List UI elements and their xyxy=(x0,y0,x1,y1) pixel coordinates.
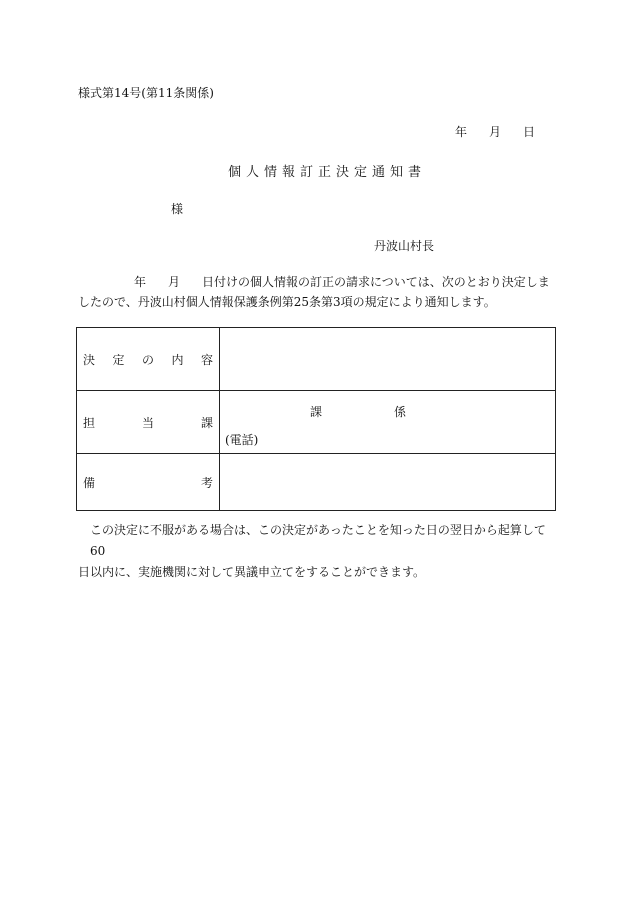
label-remarks: 備 考 xyxy=(77,454,220,511)
body-line1: 日付けの個人情報の訂正の請求については、次のとおり決定しま xyxy=(202,275,550,289)
appeal-line2: 日以内に、実施機関に対して異議申立てをすることができます。 xyxy=(78,565,426,579)
date-line xyxy=(455,123,535,140)
notice-body xyxy=(78,272,552,312)
telephone-label: (電話) xyxy=(225,433,259,447)
value-remarks xyxy=(220,454,556,511)
subsection-label: 係 xyxy=(394,405,407,419)
label-department: 担 当 課 xyxy=(77,391,220,454)
value-decision-content xyxy=(220,328,556,391)
addressee-suffix: 様 xyxy=(171,202,184,216)
table-row-remarks xyxy=(77,454,556,511)
label-decision-content: 決 定 の 内 容 xyxy=(77,328,220,391)
body-year: 年 xyxy=(134,275,147,289)
decision-table xyxy=(76,327,556,511)
table-row-charge xyxy=(77,391,556,454)
table-row-decision xyxy=(77,328,556,391)
date-month: 月 xyxy=(489,125,502,139)
body-month: 月 xyxy=(168,275,181,289)
form-number: 様式第14号(第11条関係) xyxy=(78,86,214,100)
appeal-notice xyxy=(78,520,554,583)
appeal-line1: この決定に不服がある場合は、この決定があったことを知った日の翌日から起算して60 xyxy=(90,523,546,558)
body-line2: したので、丹波山村個人情報保護条例第25条第3項の規定により通知します。 xyxy=(78,295,496,309)
document-title: 個人情報訂正決定通知書 xyxy=(228,165,427,180)
issuer: 丹波山村長 xyxy=(374,239,435,253)
date-day: 日 xyxy=(523,125,536,139)
section-label: 課 xyxy=(310,405,323,419)
value-department xyxy=(220,391,556,454)
date-year: 年 xyxy=(455,125,468,139)
